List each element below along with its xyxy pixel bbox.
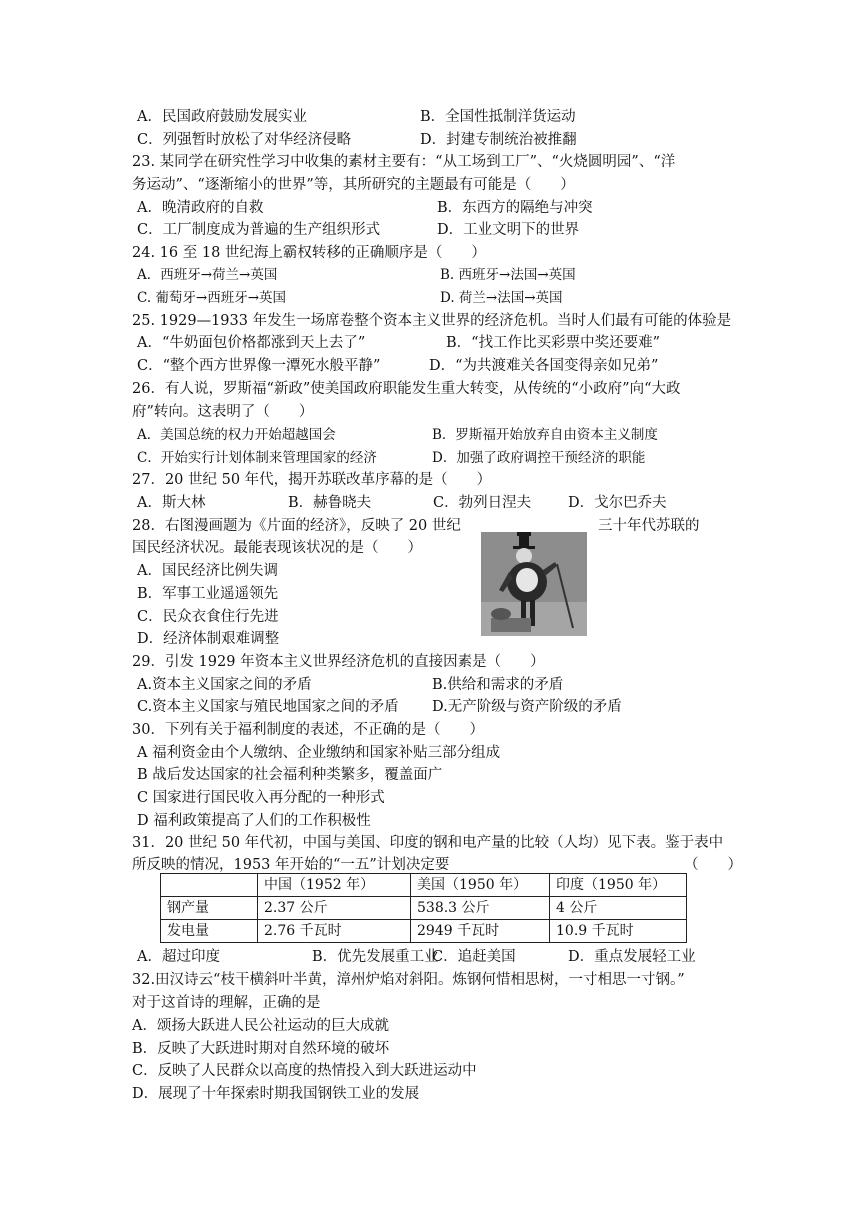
q23-option-b: B．东西方的隔绝与冲突 (437, 200, 593, 216)
q31-option-b: B．优先发展重工业 (312, 949, 439, 965)
q24-option-d: D. 荷兰→法国→英国 (440, 290, 563, 306)
q28-option-a: A．国民经济比例失调 (137, 563, 278, 579)
q30-stem: 30．下列有关于福利制度的表述，不正确的是（ ） (132, 722, 484, 738)
q23-option-c: C．工厂制度成为普遍的生产组织形式 (137, 222, 381, 238)
table-header-cell (161, 874, 258, 897)
q26-option-a: A．美国总统的权力开始超越国会 (137, 427, 336, 443)
q32-option-b: B．反映了大跃进时期对自然环境的破坏 (132, 1041, 390, 1057)
cartoon-image (481, 532, 587, 636)
table-cell: 4 公斤 (550, 897, 687, 920)
q31-option-d: D．重点发展轻工业 (568, 949, 696, 965)
table-cell: 2949 千瓦时 (411, 920, 550, 943)
q24-stem: 24. 16 至 18 世纪海上霸权转移的正确顺序是（ ） (132, 245, 486, 261)
q28-stem-line2: 国民经济状况。最能表现该状况的是（ ） (132, 540, 422, 556)
q23-option-a: A．晚清政府的自救 (137, 200, 264, 216)
q32-stem-line2: 对于这首诗的理解，正确的是 (132, 995, 321, 1011)
table-header-cell: 印度（1950 年） (550, 874, 687, 897)
q28-option-d: D．经济体制艰难调整 (137, 631, 280, 647)
q31-option-a: A．超过印度 (137, 949, 220, 965)
q31-answer-paren: （ ） (684, 857, 742, 873)
q29-option-a: A.资本主义国家之间的矛盾 (137, 677, 312, 693)
table-row (161, 920, 687, 943)
q24-option-c: C. 葡萄牙→西班牙→英国 (137, 290, 287, 306)
q31-table (160, 873, 687, 943)
table-cell: 2.37 公斤 (258, 897, 411, 920)
q31-stem-line2: 所反映的情况，1953 年开始的“一五”计划决定要 (132, 857, 450, 873)
q23-option-d: D．工业文明下的世界 (437, 222, 580, 238)
table-row (161, 897, 687, 920)
q32-option-a: A．颂扬大跃进人民公社运动的巨大成就 (132, 1018, 389, 1034)
table-cell: 2.76 千瓦时 (258, 920, 411, 943)
table-cell: 538.3 公斤 (411, 897, 550, 920)
q26-option-c: C．开始实行计划体制来管理国家的经济 (137, 450, 377, 466)
q27-option-a: A．斯大林 (137, 495, 206, 511)
q31-option-c: C．追赶美国 (432, 949, 516, 965)
q27-option-c: C．勃列日涅夫 (433, 495, 532, 511)
q30-option-a: A 福利资金由个人缴纳、企业缴纳和国家补贴三部分组成 (137, 745, 501, 761)
q22-option-d: D．封建专制统治被推翻 (420, 132, 577, 148)
table-cell: 10.9 千瓦时 (550, 920, 687, 943)
q32-option-d: D．展现了十年探索时期我国钢铁工业的发展 (132, 1086, 420, 1102)
q22-option-b: B．全国性抵制洋货运动 (420, 109, 576, 125)
q28-stem-line1a: 28．右图漫画题为《片面的经济》，反映了 20 世纪 (132, 518, 461, 534)
q27-option-b: B．赫鲁晓夫 (288, 495, 372, 511)
q26-stem-line1: 26．有人说，罗斯福“新政”使美国政府职能发生重大转变，从传统的“小政府”向“大政 (132, 381, 681, 397)
q25-stem: 25. 1929—1933 年发生一场席卷整个资本主义世界的经济危机。当时人们最有可能的体验是 (132, 313, 732, 329)
q32-option-c: C．反映了人民群众以高度的热情投入到大跃进运动中 (132, 1063, 477, 1079)
q30-option-c: C 国家进行国民收入再分配的一种形式 (137, 790, 385, 806)
q29-option-b: B.供给和需求的矛盾 (432, 677, 564, 693)
q32-stem-line1: 32.田汉诗云“枝干横斜叶半黄，漳州炉焰对斜阳。炼钢何惜相思树，一寸相思一寸钢。” (132, 972, 685, 988)
q25-option-b: B．“找工作比买彩票中奖还要难” (446, 335, 660, 351)
q22-option-a: A．民国政府鼓励发展实业 (137, 109, 307, 125)
q26-option-b: B．罗斯福开始放弃自由资本主义制度 (432, 427, 658, 443)
q28-option-b: B．军事工业遥遥领先 (137, 586, 279, 602)
q23-stem-line2: 务运动”、“逐渐缩小的世界”等，其所研究的主题最有可能是（ ） (132, 177, 575, 193)
table-header-cell: 中国（1952 年） (258, 874, 411, 897)
q29-option-d: D.无产阶级与资产阶级的矛盾 (432, 699, 622, 715)
q26-stem-line2: 府”转向。这表明了（ ） (132, 404, 314, 420)
q28-stem-line1b: 三十年代苏联的 (598, 518, 700, 534)
q30-option-d: D 福利政策提高了人们的工作积极性 (137, 813, 371, 829)
table-cell: 钢产量 (161, 897, 258, 920)
table-header-row (161, 874, 687, 897)
q27-stem: 27．20 世纪 50 年代，揭开苏联改革序幕的是（ ） (132, 472, 492, 488)
q26-option-d: D．加强了政府调控干预经济的职能 (432, 450, 646, 466)
q24-option-a: A．西班牙→荷兰→英国 (137, 267, 278, 283)
q31-stem-line1: 31．20 世纪 50 年代初，中国与美国、印度的钢和电产量的比较（人均）见下表。鉴于表中 (132, 835, 724, 851)
q28-option-c: C．民众衣食住行先进 (137, 609, 279, 625)
q30-option-b: B 战后发达国家的社会福利种类繁多，覆盖面广 (137, 767, 443, 783)
table-cell: 发电量 (161, 920, 258, 943)
q23-stem-line1: 23. 某同学在研究性学习中收集的素材主要有：“从工场到工厂”、“火烧圆明园”、“洋 (132, 154, 676, 170)
q22-option-c: C．列强暂时放松了对华经济侵略 (137, 132, 352, 148)
q24-option-b: B. 西班牙→法国→英国 (440, 267, 576, 283)
q29-option-c: C.资本主义国家与殖民地国家之间的矛盾 (137, 699, 399, 715)
q25-option-c: C．“整个西方世界像一潭死水般平静” (137, 358, 381, 374)
table-header-cell: 美国（1950 年） (411, 874, 550, 897)
q25-option-a: A．“牛奶面包价格都涨到天上去了” (137, 335, 366, 351)
q27-option-d: D．戈尔巴乔夫 (568, 495, 667, 511)
q25-option-d: D．“为共渡难关各国变得亲如兄弟” (429, 358, 659, 374)
q29-stem: 29．引发 1929 年资本主义世界经济危机的直接因素是（ ） (132, 654, 545, 670)
